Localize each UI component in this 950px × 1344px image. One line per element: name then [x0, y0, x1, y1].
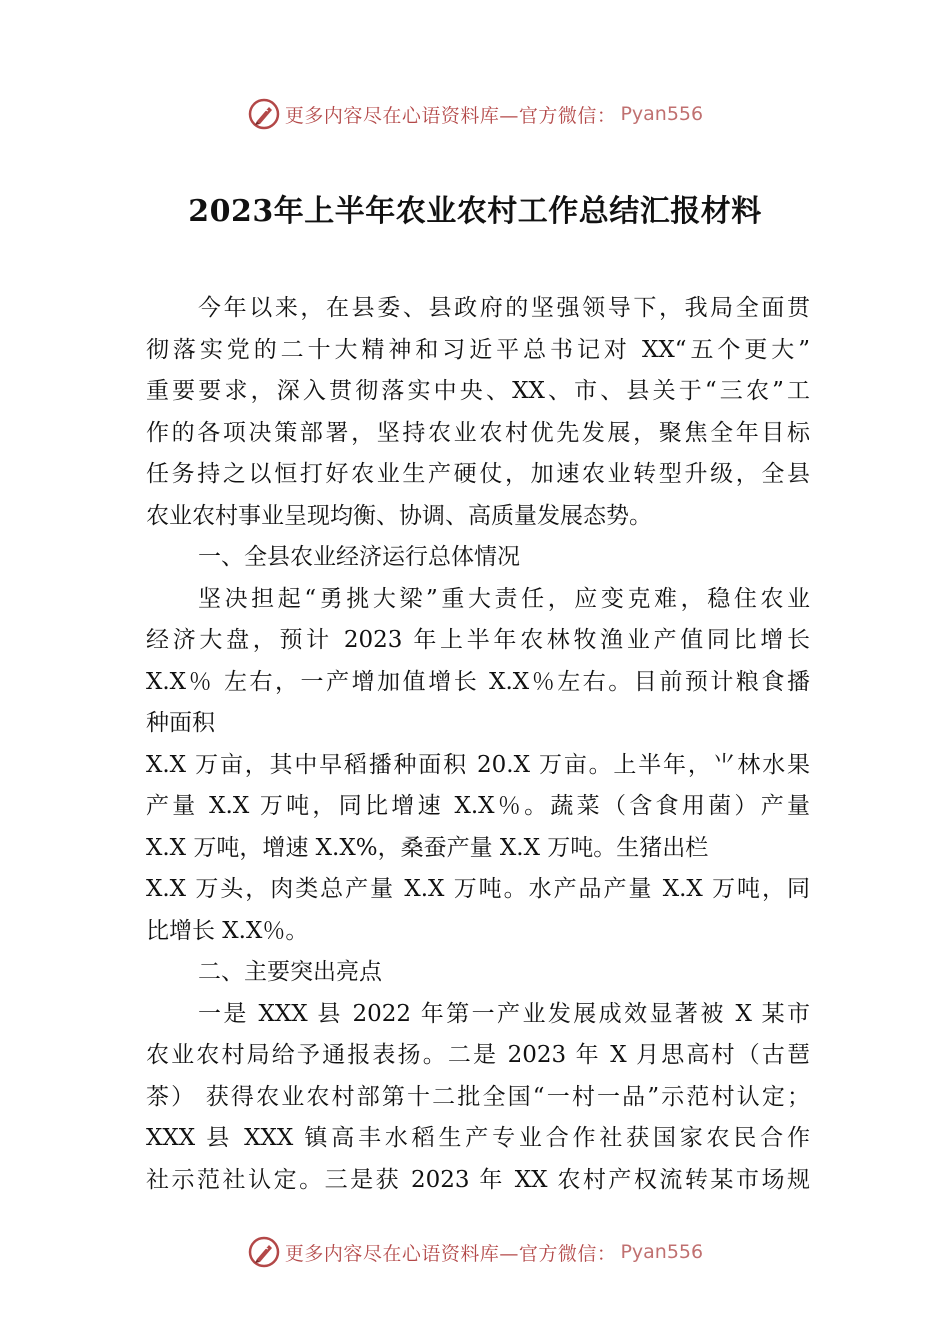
- body-line: 产量 X.X 万吨，同比增速 X.X％。蔬菜（含食用菌）产量: [146, 793, 810, 819]
- section-heading: 二、主要突出亮点: [198, 959, 382, 985]
- body-line: 农业农村局给予通报表扬。二是 2023 年 X 月思高村（古琶: [146, 1042, 810, 1068]
- document-title: 2023年上半年农业农村工作总结汇报材料: [188, 194, 762, 229]
- body-line: 经济大盘，预计 2023 年上半年农林牧渔业产值同比增长: [146, 627, 810, 653]
- body-line: 比增长 X.X％。: [146, 917, 309, 944]
- document-body: [146, 288, 810, 1201]
- body-line: 种面积: [146, 710, 215, 736]
- body-line: X.X 万吨，增速 X.X%，桑蚕产量 X.X 万吨。生猪出栏: [146, 834, 709, 861]
- body-line: 茶） 获得农业农村部第十二批全国“一村一品”示范村认定；: [146, 1083, 810, 1110]
- watermark-banner-top: [0, 94, 950, 134]
- pen-logo-icon: [247, 97, 281, 131]
- body-line: 重要要求，深入贯彻落实中央、XX、市、县关于“三农”工: [146, 378, 810, 404]
- pen-logo-icon: [247, 1235, 281, 1269]
- body-line: 社示范社认定。三是获 2023 年 XX 农村产权流转某市场规: [146, 1166, 810, 1193]
- watermark-main: 更多内容尽在心语资料库: [284, 1242, 500, 1265]
- body-line: 彻落实党的二十大精神和习近平总书记对 XX“五个更大”: [146, 336, 810, 363]
- body-line: 今年以来，在县委、县政府的坚强领导下，我局全面贯: [198, 295, 810, 321]
- body-line: 农业农村事业呈现均衡、协调、高质量发展态势。: [146, 502, 652, 529]
- body-line: X.X 万头，肉类总产量 X.X 万吨。水产品产量 X.X 万吨，同: [146, 876, 810, 902]
- watermark-wechat-label: 官方微信：: [518, 1242, 617, 1265]
- watermark-text: [285, 1239, 617, 1266]
- body-line: X.X％ 左右，一产增加值增长 X.X％左右。目前预计粮食播: [146, 668, 810, 695]
- watermark-dash: —: [499, 1242, 519, 1265]
- body-line: 任务持之以恒打好农业生产硬仗，加速农业转型升级，全县: [146, 461, 810, 487]
- watermark-text: [285, 101, 617, 128]
- body-line: 坚决担起“勇挑大梁”重大责任，应变克难，稳住农业: [198, 585, 810, 612]
- section-heading: 一、全县农业经济运行总体情况: [198, 544, 520, 570]
- watermark-wechat-id: Pyan556: [620, 1241, 704, 1263]
- watermark-banner-bottom: [0, 1232, 950, 1272]
- body-line: X.X 万亩，其中早稻播种面积 20.X 万亩。上半年，⺌林水果: [146, 751, 810, 778]
- watermark-wechat-id: Pyan556: [620, 103, 704, 125]
- body-line: 一是 XXX 县 2022 年第一产业发展成效显著被 X 某市: [198, 1000, 810, 1027]
- watermark-main: 更多内容尽在心语资料库: [284, 104, 500, 127]
- watermark-wechat-label: 官方微信：: [518, 104, 617, 127]
- body-line: XXX 县 XXX 镇高丰水稻生产专业合作社获国家农民合作: [146, 1125, 810, 1151]
- body-line: 作的各项决策部署，坚持农业农村优先发展，聚焦全年目标: [146, 419, 810, 446]
- watermark-dash: —: [499, 104, 519, 127]
